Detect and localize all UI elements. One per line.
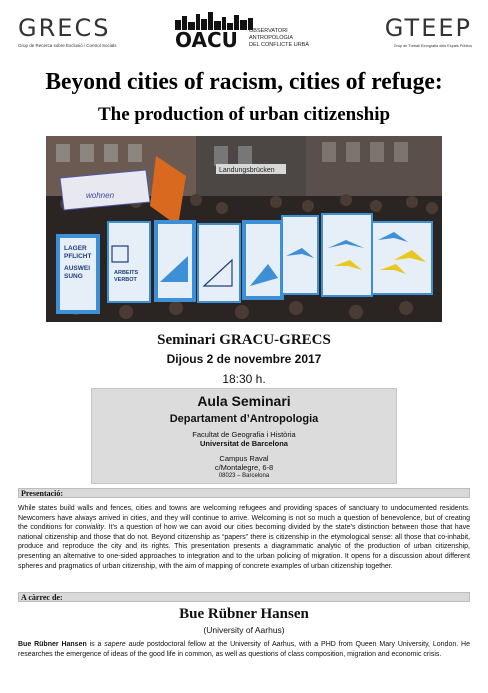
- seminar-time: 18:30 h.: [222, 372, 266, 386]
- sign-lager: LAGER: [64, 245, 87, 252]
- gteep-logo: [372, 16, 472, 49]
- venue-university: Universitat de Barcelona: [200, 439, 288, 448]
- bio-part-2: postdoctoral fellow at the University of Aarhus, with a PHD from Queen Mary University, London. He researches the emergence of ideas of the good life in common, as well as questions of class composition, migration and economic crisis.: [18, 641, 470, 658]
- presentation-section-header: Presentació:: [18, 488, 470, 498]
- speaker-section-header: A càrrec de:: [18, 592, 470, 602]
- speaker-affiliation: (University of Aarhus): [203, 625, 285, 635]
- grecs-logo-subtitle: Grup de Recerca sobre Exclusió i Control Socials: [18, 43, 117, 48]
- speaker-name: Bue Rübner Hansen: [179, 606, 309, 622]
- abstract-italic-term: conviality: [75, 524, 104, 532]
- bio-part-1: is a: [86, 641, 105, 648]
- oacu-logo: [175, 12, 335, 56]
- oacu-line-2: ANTROPOLOGIA: [249, 35, 294, 41]
- venue-postal: 08023 – Barcelona: [218, 473, 270, 479]
- banner-text: wohnen: [86, 191, 115, 200]
- protest-photo: [46, 136, 442, 322]
- oacu-logo-name: OACU: [175, 28, 238, 52]
- venue-box: [91, 388, 397, 484]
- abstract-part-2: . It’s a question of how we can avoid our cities becoming divided by the state’s distinction between those that have national citizenship and those that do not. Beyond citizenship as “papers” there is citizenship in the etymological sense: all those that co-inhabit, produce and reproduce the city and its rights. This presentation presents a diagrammatic analytic of the production of urban citizenship, presenting an alternative to one-sided approaches to integration and to the urban policing of migration. It opens for a discussion about different spheres and pragmatics of urban citizenship, with the aim of mapping of concrete examples of urban citizenship together.: [18, 524, 470, 570]
- protest-photo-illustration: [46, 136, 442, 322]
- oacu-line-1: OBSERVATORI: [249, 28, 288, 34]
- bio-italic: sapere aude: [104, 641, 145, 648]
- venue-street: c/Montalegre, 6-8: [214, 463, 274, 472]
- sign-ausweis: AUSWEI: [64, 265, 90, 272]
- gteep-logo-name: GTEEP: [384, 14, 472, 42]
- gteep-logo-subtitle: Grup de Treball Etnografia dels Espais Públics: [393, 44, 472, 48]
- abstract-text: [18, 504, 470, 571]
- sign-sung: SUNG: [64, 273, 83, 280]
- bio-name: Bue Rübner Hansen: [18, 641, 87, 648]
- venue-room: Aula Seminari: [197, 393, 291, 409]
- speaker-bio: [18, 640, 470, 659]
- grecs-logo-name: GRECS: [18, 14, 111, 42]
- oacu-logo-subtitle: [249, 28, 309, 49]
- station-sign: Landungsbrücken: [219, 167, 275, 174]
- oacu-line-3: DEL CONFLICTE URBÀ: [249, 42, 310, 48]
- venue-department: Departament d’Antropologia: [169, 413, 319, 425]
- grecs-logo: [18, 16, 143, 49]
- seminar-date: Dijous 2 de novembre 2017: [166, 352, 322, 366]
- page-subtitle: The production of urban citizenship: [97, 104, 391, 125]
- sign-arbeits: ARBEITS: [114, 270, 139, 276]
- sign-verbot: VERBOT: [114, 277, 137, 283]
- abstract-part-1: While states build walls and fences, cities and towns are welcoming refugees and providing spaces of sanctuary to undocumented residents. Newcomers have always arrived in cities, and they will continue to arrive. Welcoming is not so much a question of benevolence, but of creating the conditions for: [18, 505, 470, 532]
- seminar-title: Seminari GRACU-GRECS: [157, 332, 331, 348]
- logo-row: [0, 0, 488, 62]
- sign-pflicht: PFLICHT: [64, 253, 92, 260]
- venue-campus: Campus Raval: [219, 454, 269, 463]
- page-title: Beyond cities of racism, cities of refuge:: [45, 69, 443, 95]
- venue-faculty: Facultat de Geografia i Història: [192, 430, 296, 439]
